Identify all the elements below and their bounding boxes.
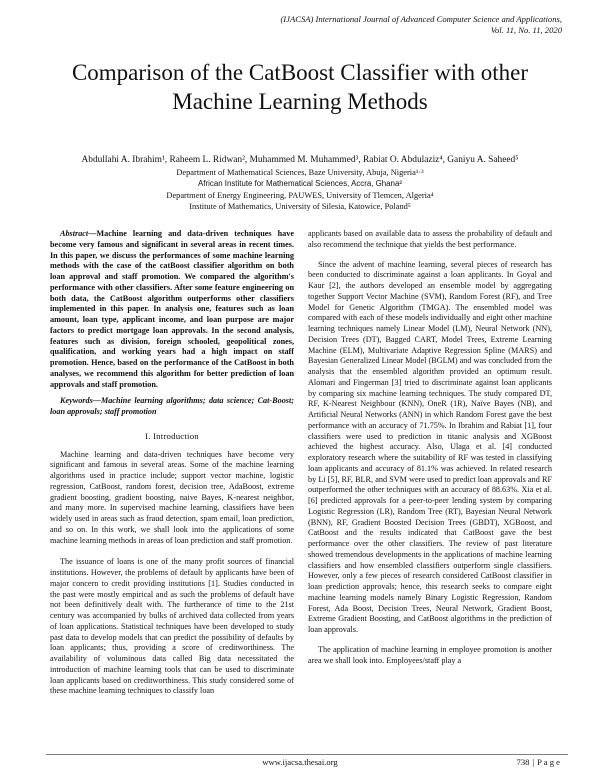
abstract-text: —Machine learning and data-driven techniques have become very famous and significant in several areas in recent times. In this paper, we discuss the performances of some machine learning methods with the case of the catBoost classifier algorithm on both loan approval and staff promotion. We compared the algorithm's performance with other classifiers. After some feature engineering on both data, the CatBoost algorithm outperforms other classifiers implemented in this paper. In analysis one, features such as loan amount, loan type, applicant income, and loan purpose are major factors to predict mortgage loan approvals. In the second analysis, features such as division, foreign schooled, geopolitical zones, qualification, and working years had a high impact on staff promotion. Hence, based on the performance of the CatBoost in both analyses, we recommend this algorithm for better prediction of loan approvals and staff promotion. bbox=[50, 229, 294, 389]
footer-url[interactable]: www.ijacsa.thesai.org bbox=[262, 757, 338, 767]
paragraph: The application of machine learning in employee promotion is another area we shall look into. Employees/staff play a bbox=[308, 644, 552, 665]
journal-name: (IJACSA) International Journal of Advanced Computer Science and Applications, bbox=[280, 14, 562, 24]
footer-rule bbox=[46, 754, 568, 755]
journal-volume: Vol. 11, No. 11, 2020 bbox=[490, 25, 562, 35]
affiliation-1: Department of Mathematical Sciences, Baze University, Abuja, Nigeria¹·³ bbox=[176, 168, 424, 177]
page-number: 738 bbox=[516, 757, 530, 767]
right-column bbox=[308, 229, 552, 666]
title-line-2: Machine Learning Methods bbox=[172, 89, 428, 114]
journal-header bbox=[202, 14, 562, 36]
paragraph: The issuance of loans is one of the many profit sources of financial institutions. However, the problems of default by applicants have been of major concern to credit providing institutions [1]. Studies conducted in the past were mostly empirical and as such the problems of default have not been definitively dealt with. The furtherance of time to the 21st century was accompanied by bulks of archived data collected from years of loan applications. Statistical techniques have been developed to study past data to develop models that can predict the possibility of defaults by loan applicants; thus, providing a score of creditworthiness. The availability of voluminous data called Big data necessitated the introduction of machine learning tools that can be used to discriminate loan applicants based on creditworthiness. This study considered some of these machine learning techniques to classify loan bbox=[50, 557, 294, 696]
affiliation-4: Institute of Mathematics, University of Silesia, Katowice, Poland⁵ bbox=[189, 201, 411, 211]
affiliation-2: African Institute for Mathematical Sciences, Accra, Ghana² bbox=[198, 179, 402, 189]
affiliation-3: Department of Energy Engineering, PAUWES, University of Tlemcen, Algeria⁴ bbox=[166, 190, 434, 200]
keywords: Keywords—Machine learning algorithms; data science; Cat-Boost; loan approvals; staff promotion bbox=[50, 396, 294, 416]
page-separator: | bbox=[532, 757, 535, 767]
abstract bbox=[50, 229, 294, 390]
page-footer bbox=[0, 754, 600, 768]
abstract-label: Abstract bbox=[60, 229, 89, 238]
paper-title bbox=[20, 58, 580, 116]
section-heading-introduction: I. Introduction bbox=[145, 430, 199, 441]
page-number-block bbox=[517, 756, 560, 768]
affiliations bbox=[20, 167, 580, 212]
title-line-1: Comparison of the CatBoost Classifier with other bbox=[71, 60, 529, 85]
left-column bbox=[50, 229, 294, 697]
paragraph: applicants based on available data to assess the probability of default and also recommend the technique that yields the best performance. bbox=[308, 229, 552, 249]
author-list: Abdullahi A. Ibrahim¹, Raheem L. Ridwan², Muhammed M. Muhammed³, Rabiat O. Abdulaziz⁴, Ganiyu A. Saheed⁵ bbox=[81, 155, 519, 165]
page-label: P a g e bbox=[537, 757, 560, 767]
paragraph: Since the advent of machine learning, several pieces of research has been conducted to discriminate against a loan applicants. In Goyal and Kaur [2], the authors developed an ensemble model by aggregating together Support Vector Machine (SVM), Random Forest (RF), and Tree Model for Genetic Algorithm (TMGA). The ensembled model was compared with each of these models individually and eight other machine learning techniques namely Linear Model (LM), Neural Network (NN), Decision Trees (DT), Bagged CART, Model Trees, Extreme Learning Machine (ELM), Multivariate Adaptive Regression Spline (MARS) and Bayesian Generalized Linear Model (BGLM) and was concluded from the analysis that the ensembled algorithm provided an optimum result. Alomari and Fingerman [3] tried to discriminate against loan applicants by comparing six machine learning techniques. The study compared DT, RF, K-Nearest Neighbour (KNN), OneR (1R), Naïve Bayes (NB), and Artificial Neural Networks (ANN) in which Random Forest gave the best performance with an accuracy of 71.75%. In Ibrahim and Rabiat [1], four classifiers were used to prediction in titanic analysis and XGBoost achieved the highest accuracy. Also, Ulaga et al. [4] conducted exploratory research where the suitability of RF was tested in classifying loan applicants and accuracy of 81.1% was achieved. In related research by Li [5], RF, BLR, and SVM were used to predict loan approvals and RF outperformed the other techniques with an accuracy of 88.63%. Xia et al. [6] predicted approvals for a peer-to-peer lending system by comparing Logistic Regression (LR), Random Tree (RT), Bayesian Neural Network (BNN), RF, Gradient Boosted Decision Trees (GBDT), XGBoost, and CatBoost and the results indicated that CatBoost gave the best performance over the other classifiers. The review of past literature showed tremendous developments in the applications of machine learning classifiers and how ensembled classifiers outperform single classifiers. However, only a few pieces of research considered CatBoost classifier in loan prediction approvals; hence, this research seeks to compare eight machine learning models namely Binary Logistic Regression, Random Forest, Ada Boost, Decision Trees, Neural Network, Gradient Boost, Extreme Gradient Boosting, and CatBoost algorithms in the prediction of loan approvals. bbox=[308, 259, 552, 634]
paragraph: Machine learning and data-driven techniques have become very significant and famous in several areas. Some of the machine learning algorithms used in practice include; support vector machine, logistic regression, CatBoost, random forest, decision tree, AdaBoost, extreme gradient boosting, gradient boosting, naive Bayes, K-nearest neighbor, and many more. In supervised machine learning, classifiers have been widely used in areas such as fraud detection, spam email, loan prediction, and so on. In this work, we shall look into the applications of some machine learning methods in areas of loan prediction and staff promotion. bbox=[50, 449, 294, 545]
